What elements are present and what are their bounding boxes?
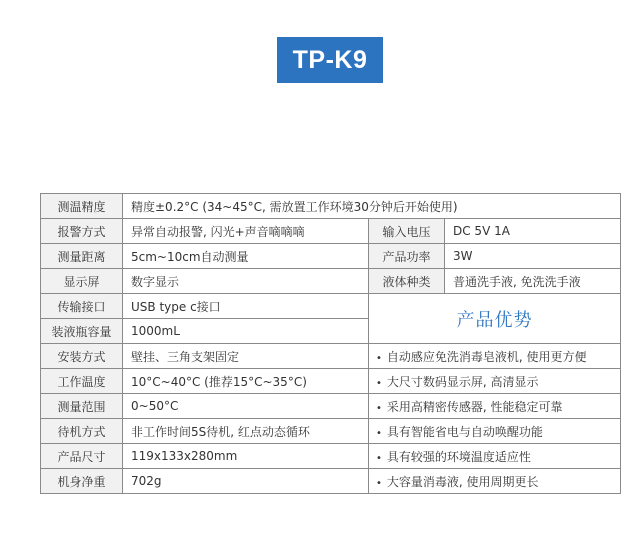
bullet-icon: • — [376, 452, 382, 464]
spec-value-work-temp: 10°C~40°C (推荐15°C~35°C) — [123, 369, 369, 394]
bullet-icon: • — [376, 477, 382, 489]
table-row — [41, 469, 621, 494]
spec-value-standby: 非工作时间5S待机, 红点动态循环 — [123, 419, 369, 444]
spec-label-voltage: 输入电压 — [369, 219, 445, 244]
table-row — [41, 219, 621, 244]
spec-value-liquid: 普通洗手液, 免洗洗手液 — [445, 269, 621, 294]
advantage-text: 具有较强的环境温度适应性 — [386, 449, 531, 464]
advantages-title: 产品优势 — [369, 294, 621, 344]
advantage-item — [369, 419, 621, 444]
bullet-icon: • — [376, 402, 382, 414]
spec-value-install: 壁挂、三角支架固定 — [123, 344, 369, 369]
spec-label-liquid: 液体种类 — [369, 269, 445, 294]
table-row — [41, 244, 621, 269]
advantage-text: 大尺寸数码显示屏, 高清显示 — [386, 374, 539, 389]
advantage-item — [369, 444, 621, 469]
spec-label-standby: 待机方式 — [41, 419, 123, 444]
spec-label-range: 测量范围 — [41, 394, 123, 419]
spec-label-work-temp: 工作温度 — [41, 369, 123, 394]
table-row — [41, 369, 621, 394]
advantage-item — [369, 469, 621, 494]
advantage-text: 自动感应免洗消毒皂液机, 使用更方便 — [386, 349, 587, 364]
bullet-icon: • — [376, 352, 382, 364]
table-row — [41, 444, 621, 469]
advantage-item — [369, 394, 621, 419]
advantage-item — [369, 369, 621, 394]
table-row — [41, 344, 621, 369]
advantage-text: 采用高精密传感器, 性能稳定可靠 — [386, 399, 563, 414]
spec-value-capacity: 1000mL — [123, 319, 369, 344]
model-badge: TP-K9 — [277, 37, 383, 83]
spec-value-range: 0~50°C — [123, 394, 369, 419]
table-row — [41, 194, 621, 219]
advantage-item — [369, 344, 621, 369]
bullet-icon: • — [376, 377, 382, 389]
advantage-text: 大容量消毒液, 使用周期更长 — [386, 474, 539, 489]
spec-value-display: 数字显示 — [123, 269, 369, 294]
spec-label-accuracy: 测温精度 — [41, 194, 123, 219]
table-row — [41, 269, 621, 294]
spec-value-size: 119x133x280mm — [123, 444, 369, 469]
spec-value-power: 3W — [445, 244, 621, 269]
spec-label-capacity: 装液瓶容量 — [41, 319, 123, 344]
table-row — [41, 294, 621, 319]
spec-label-size: 产品尺寸 — [41, 444, 123, 469]
spec-value-interface: USB type c接口 — [123, 294, 369, 319]
spec-value-voltage: DC 5V 1A — [445, 219, 621, 244]
spec-value-weight: 702g — [123, 469, 369, 494]
bullet-icon: • — [376, 427, 382, 439]
spec-label-alarm: 报警方式 — [41, 219, 123, 244]
advantage-text: 具有智能省电与自动唤醒功能 — [386, 424, 543, 439]
spec-label-interface: 传输接口 — [41, 294, 123, 319]
spec-value-accuracy: 精度±0.2°C (34~45°C, 需放置工作环境30分钟后开始使用) — [123, 194, 621, 219]
spec-label-weight: 机身净重 — [41, 469, 123, 494]
spec-label-power: 产品功率 — [369, 244, 445, 269]
spec-table — [40, 193, 621, 494]
spec-value-distance: 5cm~10cm自动测量 — [123, 244, 369, 269]
spec-value-alarm: 异常自动报警, 闪光+声音嘀嘀嘀 — [123, 219, 369, 244]
spec-label-install: 安装方式 — [41, 344, 123, 369]
spec-label-display: 显示屏 — [41, 269, 123, 294]
table-row — [41, 394, 621, 419]
spec-label-distance: 测量距离 — [41, 244, 123, 269]
table-row — [41, 419, 621, 444]
